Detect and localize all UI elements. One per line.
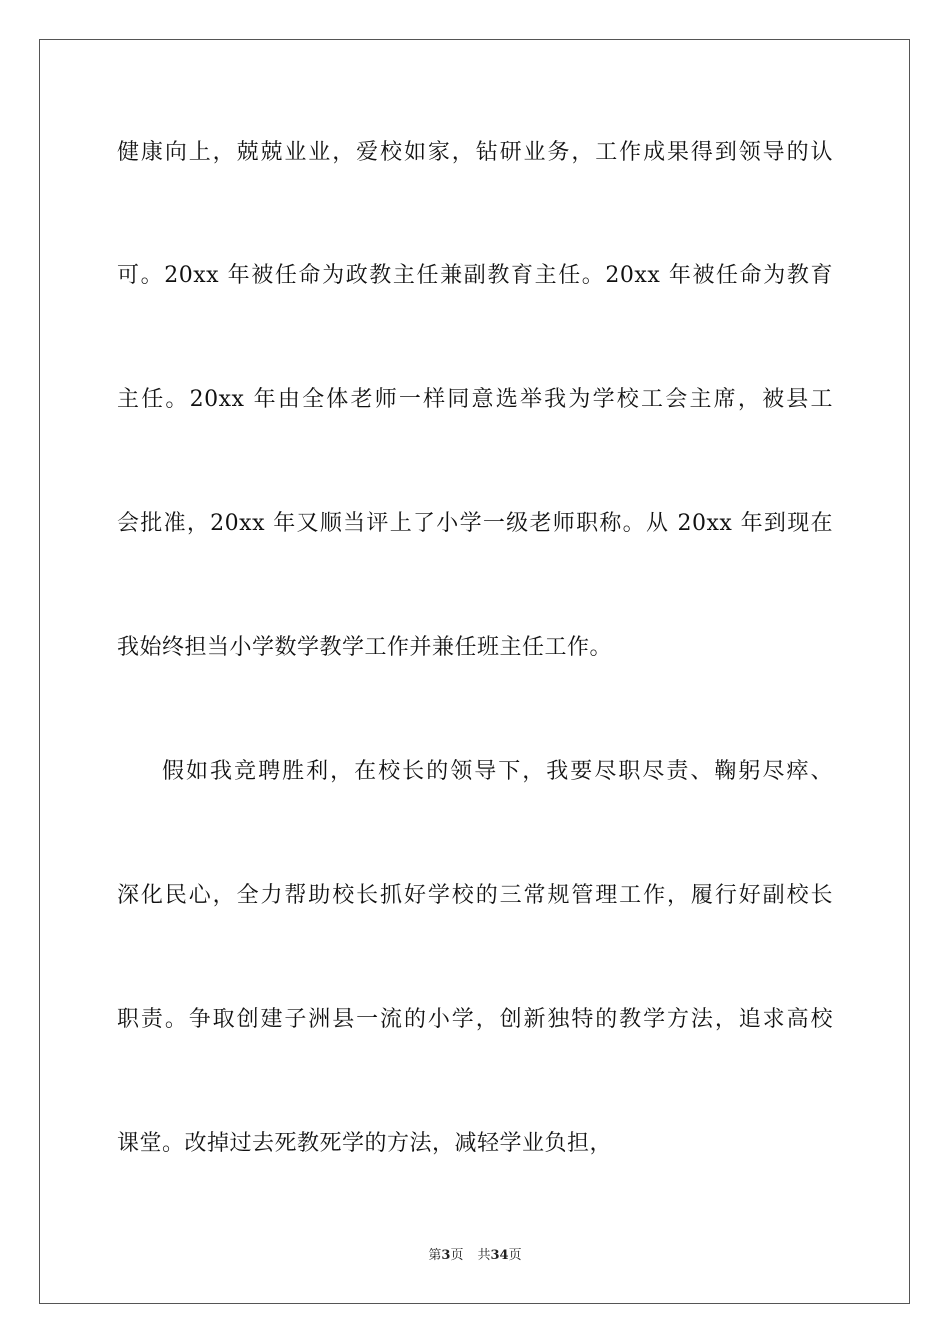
body-line-3: 主任。20xx 年由全体老师一样同意选举我为学校工会主席，被县工 xyxy=(117,387,833,412)
body-line-2: 可。20xx 年被任命为政教主任兼副教育主任。20xx 年被任命为教育 xyxy=(117,263,833,288)
footer-total-prefix: 共 xyxy=(477,1248,491,1263)
footer-page-number: 3 xyxy=(441,1248,451,1263)
footer-total-pages: 34 xyxy=(490,1248,509,1263)
body-line-7: 深化民心，全力帮助校长抓好学校的三常规管理工作，履行好副校长 xyxy=(117,883,833,908)
footer-total-suffix: 页 xyxy=(508,1248,522,1263)
body-line-6: 假如我竞聘胜利，在校长的领导下，我要尽职尽责、鞠躬尽瘁、 xyxy=(162,759,833,784)
body-line-5: 我始终担当小学数学教学工作并兼任班主任工作。 xyxy=(117,635,613,660)
body-line-8: 职责。争取创建子洲县一流的小学，创新独特的教学方法，追求高校 xyxy=(117,1007,833,1032)
page-frame xyxy=(39,39,910,1304)
footer-page-prefix: 第 xyxy=(428,1248,442,1263)
footer-page-suffix: 页 xyxy=(450,1248,464,1263)
body-line-9: 课堂。改掉过去死教死学的方法，减轻学业负担， xyxy=(117,1131,613,1156)
page-footer xyxy=(0,1247,950,1265)
body-line-1: 健康向上，兢兢业业，爱校如家，钻研业务，工作成果得到领导的认 xyxy=(117,140,833,165)
body-line-4: 会批准，20xx 年又顺当评上了小学一级老师职称。从 20xx 年到现在 xyxy=(117,511,833,536)
